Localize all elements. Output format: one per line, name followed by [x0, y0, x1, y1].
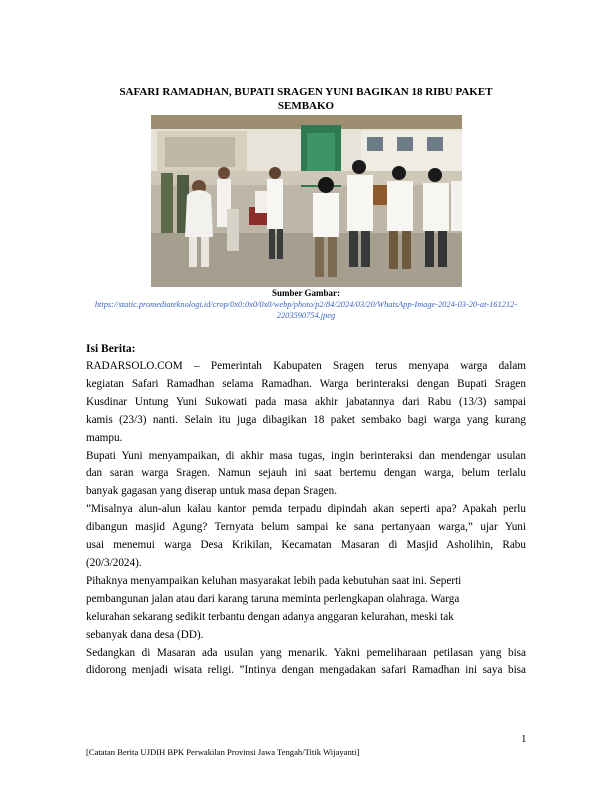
body-line: Bupati Yuni menyampaikan, di akhir masa tugas, ingin berinteraksi dan mendengar usulan: [86, 449, 526, 462]
section-heading: Isi Berita:: [86, 343, 136, 355]
footer-note: [Catatan Berita UJDIH BPK Perwakilan Provinsi Jawa Tengah/Titik Wijayanti]: [86, 747, 360, 757]
body-line: kegiatan Safari Ramadhan selama Ramadhan. Warga berinteraksi dengan Bupati Sragen: [86, 377, 526, 390]
image-source-link[interactable]: https://static.promediateknologi.id/crop/0x0:0x0/0x0/webp/photo/p2/84/2024/03/20/WhatsApp-Image-2024-03-20-at-161212-2203590754.jpeg: [94, 300, 518, 320]
body-line: banyak gagasan yang diserap untuk masa depan Sragen.: [86, 485, 338, 498]
image-source-label: Sumber Gambar:: [271, 288, 341, 298]
body-line: dibangun masjid Agung? Ternyata belum sampai ke sana pertanyaan warga,” ujar Yuni: [86, 521, 526, 534]
article-body: [86, 358, 526, 680]
body-line: mampu.: [86, 431, 123, 444]
body-line: ”Misalnya alun-alun kalau kantor pemda terpadu dipindah akan seperti apa? Apakah perlu: [86, 503, 526, 516]
body-line: RADARSOLO.COM – Pemerintah Kabupaten Sragen terus menyapa warga dalam: [86, 360, 526, 372]
body-line: kamis (23/3) nanti. Selain itu juga dibagikan 18 paket sembako bagi warga yang kurang: [86, 413, 526, 426]
body-line: sebanyak dana desa (DD).: [86, 628, 204, 641]
body-line: Kusdinar Untung Yuni Sukowati pada masa akhir jabatannya dari Rabu (13/3) sampai: [86, 395, 526, 408]
body-line: didorong menjadi wisata religi. ”Intinya dengan mengadakan safari Ramadhan ini saya bisa: [86, 664, 526, 677]
body-line: (20/3/2024).: [86, 556, 142, 569]
news-photo: [151, 115, 462, 287]
article-title: SAFARI RAMADHAN, BUPATI SRAGEN YUNI BAGIKAN 18 RIBU PAKET SEMBAKO: [119, 86, 493, 112]
page-number: 1: [521, 733, 527, 745]
body-line: usai menemui warga Desa Krikilan, Kecamatan Masaran di Masjid Asholihin, Rabu: [86, 539, 526, 552]
body-line: dan saran warga Sragen. Namun sejauh ini saat bertemu dengan warga, belum terlalu: [86, 467, 526, 480]
body-line: pembangunan jalan atau dari karang taruna meminta perlengkapan olahraga. Warga: [86, 592, 460, 605]
body-line: Pihaknya menyampaikan keluhan masyarakat lebih pada kebutuhan saat ini. Seperti: [86, 574, 462, 587]
body-line: Sedangkan di Masaran ada usulan yang menarik. Yakni pemeliharaan petilasan yang bisa: [86, 646, 526, 659]
body-line: kelurahan sekarang sedikit terbantu dengan adanya anggaran kelurahan, meski tak: [86, 610, 454, 623]
